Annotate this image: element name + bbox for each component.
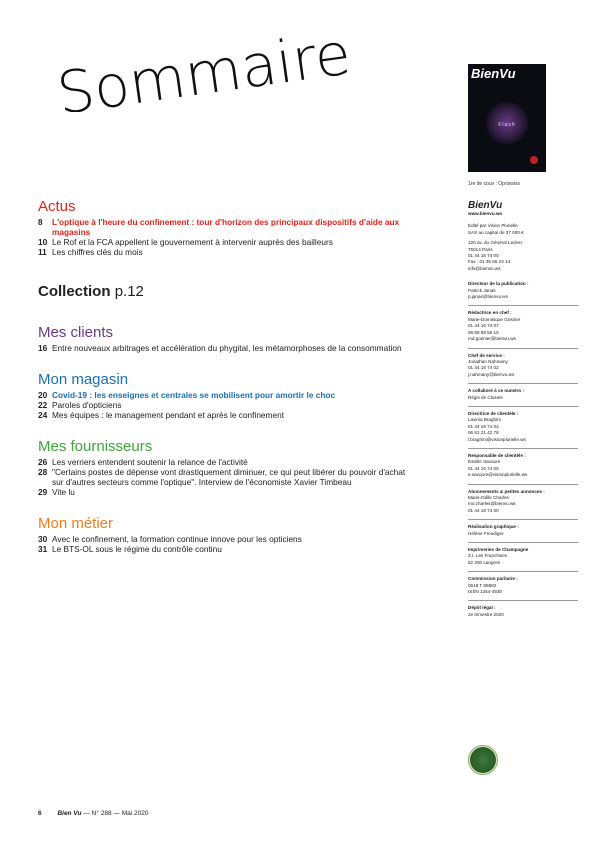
- toc-entry[interactable]: [38, 467, 418, 487]
- publisher-lines: [468, 223, 578, 236]
- section-heading: Mon magasin: [38, 371, 129, 388]
- sidebar-url: www.bienvu.ws: [468, 211, 503, 216]
- address-line: info@bienvu.ws: [468, 265, 501, 271]
- svg-text:Sommaire: Sommaire: [52, 22, 350, 112]
- toc-section: [38, 438, 418, 497]
- cover-logo: BienVu: [471, 66, 516, 81]
- staff-line: l.braghini@visionplurielle.ws: [468, 436, 526, 442]
- certification-seal: [468, 745, 498, 775]
- section-heading: Mes fournisseurs: [38, 438, 153, 455]
- staff-block: [468, 348, 578, 379]
- staff-block: [468, 305, 578, 342]
- staff-block: [468, 383, 578, 401]
- publisher-line: Édité par Vision Plurielle: [468, 223, 518, 229]
- cover-word: Flash: [498, 122, 516, 128]
- entry-title: L'optique à l'heure du confinement : tour d'horizon des principaux dispositifs d'aide aux magasins: [52, 217, 400, 237]
- entry-page-number: 24: [38, 410, 48, 420]
- staff-role: Dépôt légal :: [468, 605, 496, 611]
- toc-section: [38, 515, 418, 554]
- table-of-contents: [38, 198, 418, 554]
- staff-block: [468, 484, 578, 515]
- staff-line: Lavinia Braghini: [468, 417, 501, 423]
- toc-section: [38, 371, 418, 420]
- staff-line: Patrick Janas: [468, 287, 496, 293]
- entry-title: Le BTS-OL sous le régime du contrôle continu: [52, 544, 222, 554]
- staff-line: md.gosnier@bienvu.ws: [468, 336, 516, 342]
- address-line: 01 44 16 74 00: [468, 253, 499, 259]
- staff-line: 01 44 16 74 04: [468, 423, 499, 429]
- staff-block: [468, 600, 578, 618]
- staff-line: 01 44 16 74 05: [468, 465, 499, 471]
- staff-line: Estelle Savoure: [468, 459, 501, 465]
- entry-title: Mes équipes : le management pendant et après le confinement: [52, 410, 284, 420]
- entry-page-number: 31: [38, 544, 48, 554]
- staff-line: 2e trimestre 2020: [468, 611, 504, 617]
- staff-role: Abonnements & petites annonces :: [468, 488, 545, 494]
- collection-heading: [38, 283, 418, 300]
- staff-line: Z.I. Les Franchises: [468, 553, 508, 559]
- staff-role: Responsable de clientèle :: [468, 452, 526, 458]
- entry-page-number: 20: [38, 390, 48, 400]
- staff-line: Régis de Closets: [468, 394, 503, 400]
- staff-block: [468, 542, 578, 566]
- staff-block: [468, 571, 578, 595]
- staff-line: Jonathan Nahmany: [468, 358, 508, 364]
- toc-entry[interactable]: [38, 544, 418, 554]
- staff-line: Marie-Dominique Gosnier: [468, 316, 521, 322]
- address-lines: [468, 240, 578, 272]
- entry-title: Les chiffres clés du mois: [52, 247, 143, 257]
- entry-title: Avec le confinement, la formation continue innove pour les opticiens: [52, 534, 302, 544]
- title-lettering: [50, 22, 350, 112]
- staff-block: [468, 277, 578, 300]
- entry-title: Entre nouveaux arbitrages et accélération du phygital, les métamorphoses de la consommation: [52, 343, 402, 353]
- toc-entry[interactable]: [38, 247, 418, 257]
- staff-blocks: [468, 277, 578, 618]
- toc-entry[interactable]: [38, 400, 418, 410]
- sidebar-brand: BienVu: [468, 200, 503, 211]
- footer-magazine: Bien Vu: [57, 810, 82, 817]
- entry-page-number: 10: [38, 237, 48, 247]
- staff-line: 0618 T 85882: [468, 582, 497, 588]
- staff-role: Directeur de la publication :: [468, 281, 529, 287]
- staff-block: [468, 519, 578, 537]
- staff-line: 06 61 21 42 78: [468, 430, 499, 436]
- address-line: 120 av. du Général Leclerc: [468, 240, 523, 246]
- entry-title: "Certains postes de dépense vont drastiquement diminuer, ce qui peut libérer du pouvoir d'achat sur d'autres secteurs comme l'optique". Interview de l'économiste Xavier Timbeau: [52, 467, 406, 487]
- section-heading: Mon métier: [38, 515, 114, 532]
- staff-block: [468, 448, 578, 479]
- toc-entry[interactable]: [38, 487, 418, 497]
- toc-section: [38, 324, 418, 353]
- staff-role: Chef de service :: [468, 352, 505, 358]
- page-number: 6: [38, 810, 42, 817]
- page-footer: [38, 810, 148, 817]
- toc-entry[interactable]: [38, 217, 418, 237]
- toc-entry[interactable]: [38, 390, 418, 400]
- entry-page-number: 22: [38, 400, 48, 410]
- staff-line: e.savoure@visionplurielle.ws: [468, 472, 528, 478]
- staff-line: ISSN 1254-4930: [468, 589, 502, 595]
- staff-line: 52 200 Langres: [468, 559, 500, 565]
- publisher-line: SAS au capital de 37 000 €: [468, 229, 524, 235]
- staff-role: Directrice de clientèle :: [468, 410, 519, 416]
- staff-line: j.nahmany@bienvu.ws: [468, 371, 515, 377]
- entry-page-number: 30: [38, 534, 48, 544]
- staff-role: Commission paritaire :: [468, 576, 518, 582]
- collection-label: Collection: [38, 283, 111, 300]
- magazine-cover: [468, 64, 546, 172]
- toc-entry[interactable]: [38, 410, 418, 420]
- entry-title: Les verriers entendent soutenir la relance de l'activité: [52, 457, 248, 467]
- address-line: Fax : 01 45 65 24 14: [468, 259, 511, 265]
- staff-line: 01 44 16 74 00: [468, 507, 499, 513]
- section-heading: Mes clients: [38, 324, 114, 341]
- section-heading: Actus: [38, 198, 76, 215]
- toc-section: [38, 198, 418, 257]
- entry-title: Vite lu: [52, 487, 75, 497]
- staff-line: 06 88 88 56 15: [468, 329, 499, 335]
- staff-line: Marie-Odile Charles: [468, 495, 509, 500]
- address-line: 75014 Paris: [468, 246, 493, 252]
- staff-role: Rédactrice en chef :: [468, 310, 512, 316]
- entry-page-number: 11: [38, 247, 47, 257]
- entry-page-number: 8: [38, 217, 43, 227]
- staff-line: p.janas@bienvu.ws: [468, 294, 508, 300]
- entry-page-number: 28: [38, 467, 48, 477]
- staff-role: Réalisation graphique :: [468, 524, 519, 530]
- entry-title: Covid-19 : les enseignes et centrales se mobilisent pour amortir le choc: [52, 390, 336, 400]
- staff-role: Imprimeries de Champagne: [468, 547, 529, 553]
- toc-entry[interactable]: [38, 457, 418, 467]
- entry-page-number: 16: [38, 343, 48, 353]
- staff-block: [468, 406, 578, 443]
- entry-title: Paroles d'opticiens: [52, 400, 122, 410]
- toc-entry[interactable]: [38, 343, 418, 353]
- staff-line: 01 44 16 74 07: [468, 323, 499, 329]
- page-title: [50, 22, 350, 112]
- entry-page-number: 29: [38, 487, 48, 497]
- footer-issue: — N° 288 — Mai 2020: [83, 810, 149, 817]
- cover-badge: [530, 156, 538, 164]
- collection-page: p.12: [114, 283, 144, 300]
- toc-entry[interactable]: [38, 237, 418, 247]
- staff-line: 01 44 16 74 02: [468, 365, 499, 371]
- cover-caption: 1re de couv : Opriswiss: [468, 181, 520, 187]
- masthead-sidebar: [468, 200, 578, 618]
- staff-line: Hélène Freudiger: [468, 530, 504, 536]
- toc-entry[interactable]: [38, 534, 418, 544]
- staff-role: A collaboré à ce numéro :: [468, 388, 524, 394]
- entry-page-number: 26: [38, 457, 48, 467]
- staff-line: mo.charles@bienvu.ws: [468, 501, 516, 507]
- entry-title: Le Rof et la FCA appellent le gouvernement à intervenir auprès des bailleurs: [52, 237, 333, 247]
